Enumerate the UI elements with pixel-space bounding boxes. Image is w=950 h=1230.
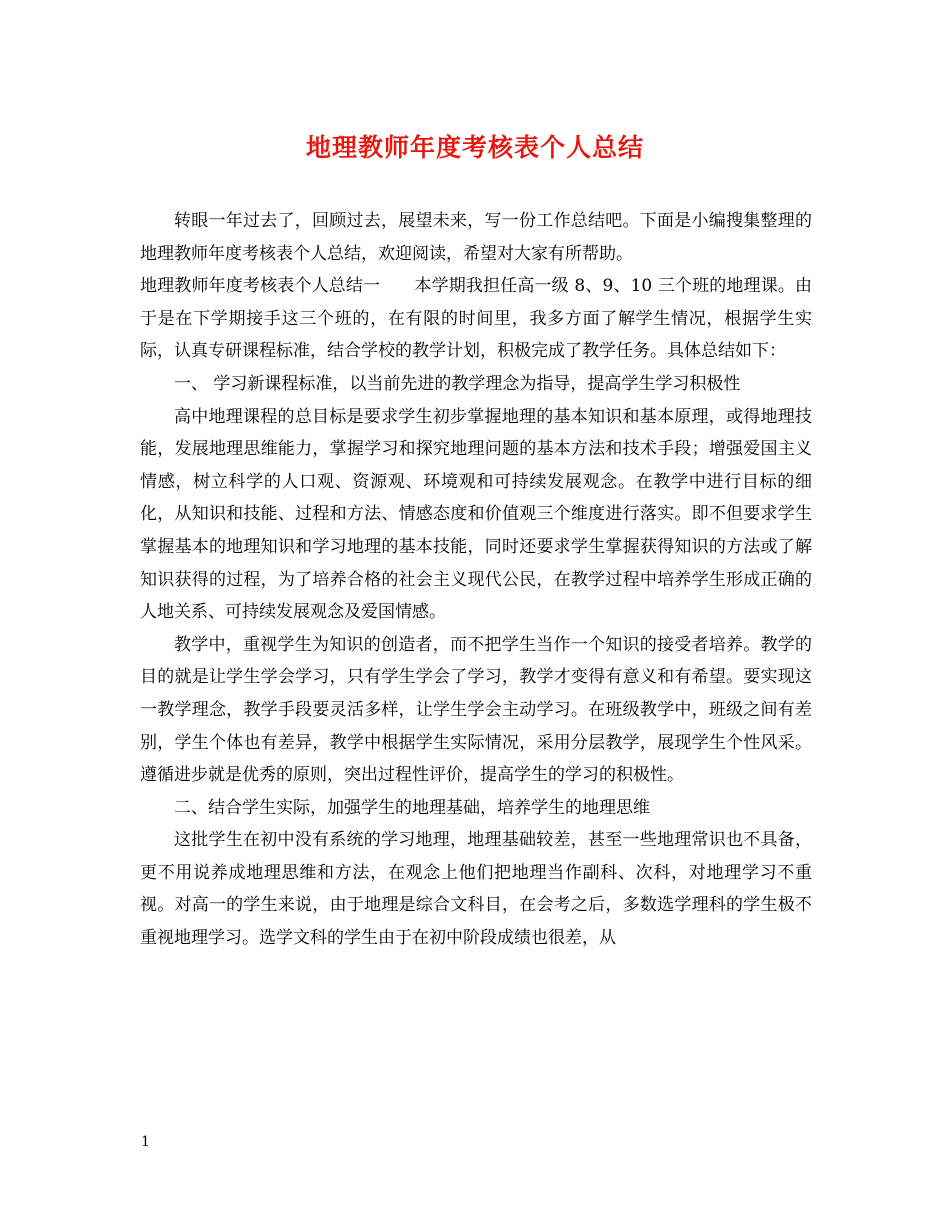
body-paragraph: 教学中，重视学生为知识的创造者，而不把学生当作一个知识的接受者培养。教学的目的就是让学生学会学习，只有学生学会了学习，教学才变得有意义和有希望。要实现这一教学理念，教学手段要灵活多样，让学生学会主动学习。在班级教学中，班级之间有差别，学生个体也有差异，教学中根据学生实际情况，采用分层教学，展现学生个性风采。遵循进步就是优秀的原则，突出过程性评价，提高学生的学习的积极性。 (140, 634, 812, 786)
document-body (140, 205, 812, 955)
summary-intro-paragraph: 地理教师年度考核表个人总结一 本学期我担任高一级 8、9、10 三个班的地理课。由于是在下学期接手这三个班的，在有限的时间里，我多方面了解学生情况，根据学生实际，认真专研课程标准，结合学校的教学计划，积极完成了教学任务。具体总结如下： (140, 276, 812, 362)
document-title: 地理教师年度考核表个人总结 (305, 133, 644, 162)
intro-paragraph: 转眼一年过去了，回顾过去，展望未来，写一份工作总结吧。下面是小编搜集整理的地理教师年度考核表个人总结，欢迎阅读，希望对大家有所帮助。 (140, 211, 812, 264)
page-number: 1 (141, 1134, 150, 1150)
section-heading-1: 一、 学习新课程标准，以当前先进的教学理念为指导，提高学生学习积极性 (174, 373, 741, 394)
body-paragraph: 这批学生在初中没有系统的学习地理，地理基础较差，甚至一些地理常识也不具备，更不用说养成地理思维和方法，在观念上他们把地理当作副科、次科，对地理学习不重视。对高一的学生来说，由于地理是综合文科目，在会考之后，多数选学理科的学生极不重视地理学习。选学文科的学生由于在初中阶段成绩也很差，从 (140, 830, 812, 949)
body-paragraph: 高中地理课程的总目标是要求学生初步掌握地理的基本知识和基本原理，或得地理技能，发展地理思维能力，掌握学习和探究地理问题的基本方法和技术手段；增强爱国主义情感，树立科学的人口观、资源观、环境观和可持续发展观念。在教学中进行目标的细化，从知识和技能、过程和方法、情感态度和价值观三个维度进行落实。即不但要求学生掌握基本的地理知识和学习地理的基本技能，同时还要求学生掌握获得知识的方法或了解知识获得的过程，为了培养合格的社会主义现代公民，在教学过程中培养学生形成正确的人地关系、可持续发展观念及爱国情感。 (140, 406, 812, 623)
section-heading-2: 二、结合学生实际，加强学生的地理基础，培养学生的地理思维 (174, 797, 650, 818)
